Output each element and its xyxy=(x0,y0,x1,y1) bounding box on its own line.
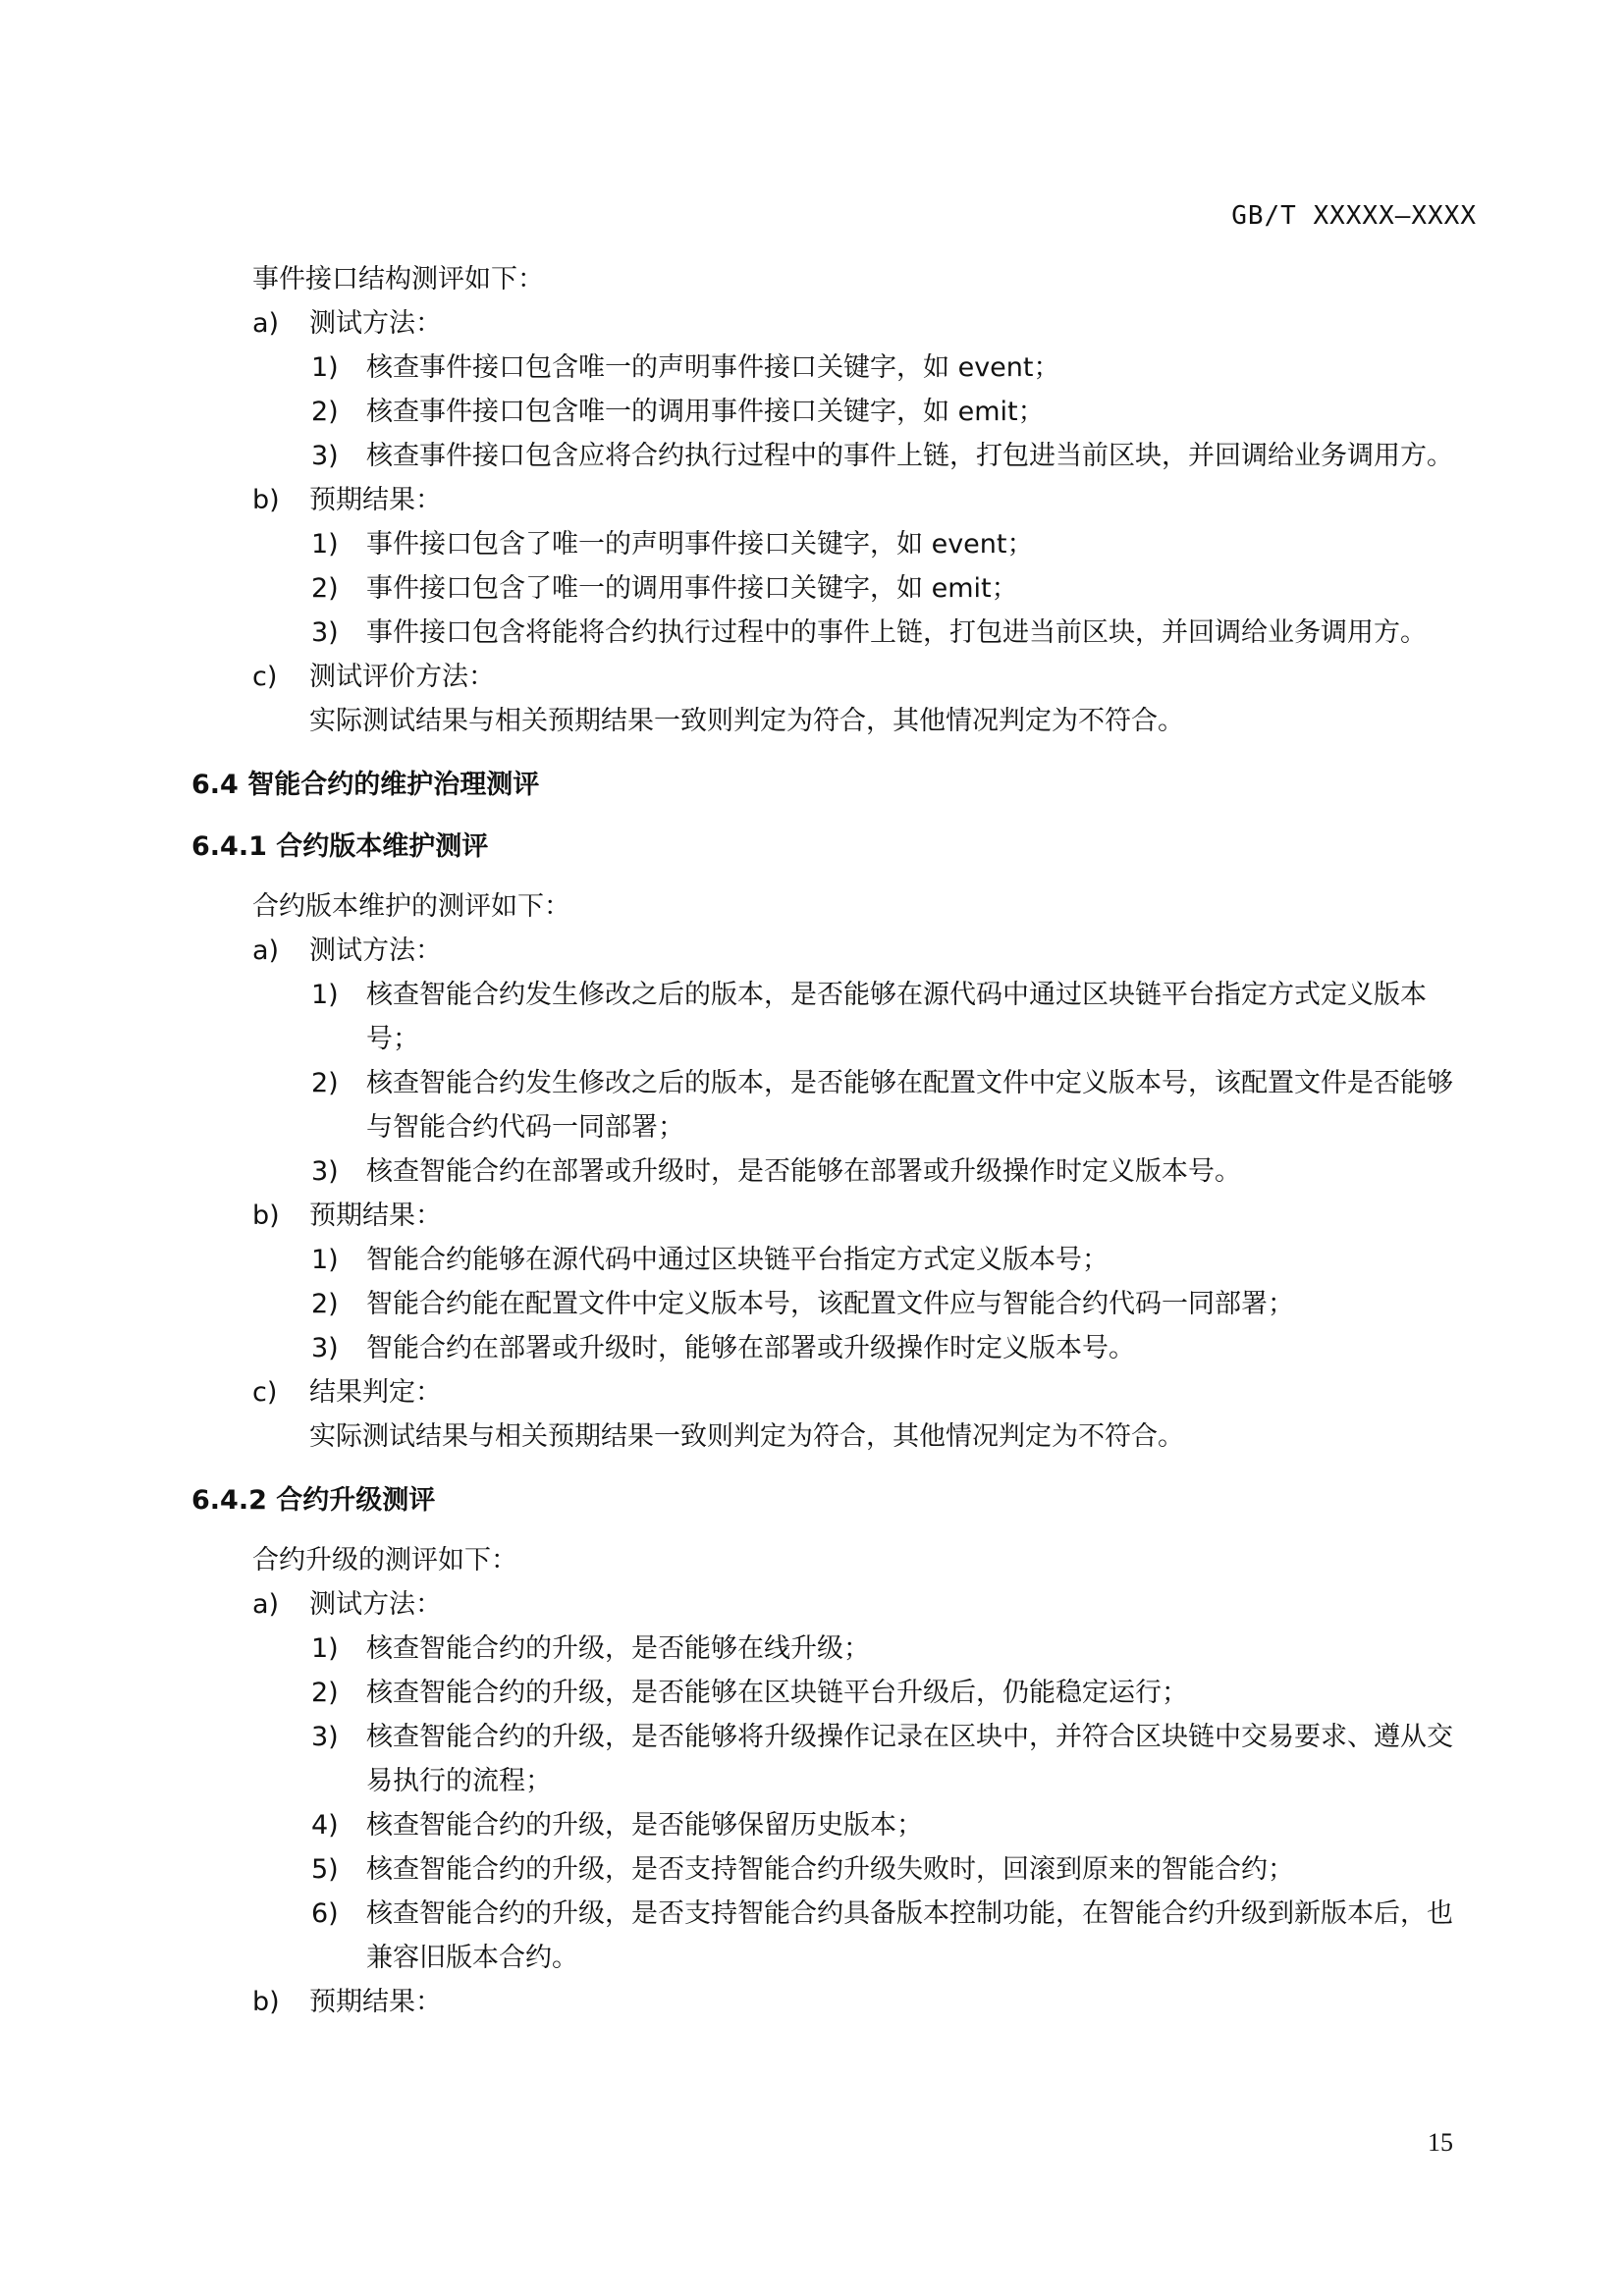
item-title: 结果判定： xyxy=(309,1377,442,1408)
section-intro: 合约升级的测评如下： xyxy=(252,1545,517,1575)
sub-item xyxy=(191,390,1478,434)
sub-item xyxy=(191,1715,1478,1803)
sub-item-label: 2) xyxy=(311,1289,339,1319)
sub-item xyxy=(191,522,1478,566)
sub-item-label: 2) xyxy=(311,397,339,427)
sub-item-text: 智能合约在部署或升级时，能够在部署或升级操作时定义版本号。 xyxy=(366,1333,1135,1363)
sub-item-text: 核查智能合约的升级，是否能够在区块链平台升级后，仍能稳定运行； xyxy=(366,1678,1188,1708)
item-label: b) xyxy=(252,485,280,515)
sub-item-text: 核查智能合约发生修改之后的版本，是否能够在源代码中通过区块链平台指定方式定义版本号； xyxy=(366,980,1427,1054)
sub-item-label: 2) xyxy=(311,1068,339,1098)
sub-item-label: 2) xyxy=(311,1678,339,1708)
sub-item-label: 1) xyxy=(311,352,339,383)
item-label: c) xyxy=(252,1377,278,1408)
judgment-text: 实际测试结果与相关预期结果一致则判定为符合，其他情况判定为不符合。 xyxy=(309,1421,1184,1452)
sub-item xyxy=(191,611,1478,655)
section-heading-6-4: 6.4 智能合约的维护治理测评 xyxy=(191,770,540,800)
item-label: b) xyxy=(252,1987,280,2017)
block-intro: 事件接口结构测评如下： xyxy=(252,264,544,294)
section-6-4-2 xyxy=(191,1478,1478,2024)
item-title: 预期结果： xyxy=(309,1987,442,2017)
section-intro: 合约版本维护的测评如下： xyxy=(252,891,570,922)
sub-item xyxy=(191,346,1478,390)
sub-item-label: 5) xyxy=(311,1854,339,1885)
sub-item-text: 智能合约能在配置文件中定义版本号，该配置文件应与智能合约代码一同部署； xyxy=(366,1289,1294,1319)
sub-item-text: 事件接口包含了唯一的调用事件接口关键字，如 emit； xyxy=(366,573,1018,604)
sub-item-text: 智能合约能够在源代码中通过区块链平台指定方式定义版本号； xyxy=(366,1245,1109,1275)
item-label: b) xyxy=(252,1201,280,1231)
standard-code-header: GB/T XXXXX—XXXX xyxy=(1231,201,1477,231)
sub-item-text: 核查智能合约的升级，是否能够将升级操作记录在区块中，并符合区块链中交易要求、遵从交易执行的流程； xyxy=(366,1722,1453,1796)
sub-item-label: 1) xyxy=(311,529,339,560)
item-title: 测试评价方法： xyxy=(309,662,495,692)
sub-item xyxy=(191,1671,1478,1715)
sub-item xyxy=(191,1282,1478,1326)
sub-item xyxy=(191,1149,1478,1194)
sub-item-label: 2) xyxy=(311,573,339,604)
sub-item-label: 1) xyxy=(311,980,339,1010)
sub-item xyxy=(191,1326,1478,1370)
list-item-b xyxy=(191,1194,1478,1238)
item-title: 测试方法： xyxy=(309,308,442,339)
sub-item-text: 事件接口包含将能将合约执行过程中的事件上链，打包进当前区块，并回调给业务调用方。 xyxy=(366,617,1427,648)
event-interface-block xyxy=(191,257,1478,743)
sub-item-text: 核查智能合约发生修改之后的版本，是否能够在配置文件中定义版本号，该配置文件是否能够与智能合约代码一同部署； xyxy=(366,1068,1453,1143)
item-label: a) xyxy=(252,935,280,966)
item-title: 测试方法： xyxy=(309,1589,442,1620)
sub-item-text: 事件接口包含了唯一的声明事件接口关键字，如 event； xyxy=(366,529,1034,560)
sub-item-label: 3) xyxy=(311,1333,339,1363)
sub-item-label: 3) xyxy=(311,1722,339,1752)
sub-item xyxy=(191,973,1478,1061)
item-label: a) xyxy=(252,308,280,339)
sub-item xyxy=(191,1627,1478,1671)
page-content xyxy=(191,257,1478,2044)
sub-item-label: 1) xyxy=(311,1245,339,1275)
sub-item-text: 核查事件接口包含应将合约执行过程中的事件上链，打包进当前区块，并回调给业务调用方。 xyxy=(366,441,1453,471)
section-6-4-1 xyxy=(191,825,1478,1459)
sub-item-text: 核查智能合约的升级，是否支持智能合约具备版本控制功能，在智能合约升级到新版本后，也兼容旧版本合约。 xyxy=(366,1898,1453,1973)
evaluation-text: 实际测试结果与相关预期结果一致则判定为符合，其他情况判定为不符合。 xyxy=(309,706,1184,736)
page-number: 15 xyxy=(1428,2128,1453,2157)
item-title: 测试方法： xyxy=(309,935,442,966)
sub-item-text: 核查智能合约的升级，是否能够保留历史版本； xyxy=(366,1810,923,1841)
sub-item-label: 4) xyxy=(311,1810,339,1841)
sub-item-label: 3) xyxy=(311,441,339,471)
sub-item-label: 6) xyxy=(311,1898,339,1929)
list-item-c xyxy=(191,655,1478,699)
sub-item xyxy=(191,1892,1478,1980)
item-label: c) xyxy=(252,662,278,692)
list-item-a xyxy=(191,301,1478,346)
sub-item-text: 核查事件接口包含唯一的调用事件接口关键字，如 emit； xyxy=(366,397,1045,427)
sub-item-label: 3) xyxy=(311,617,339,648)
sub-item xyxy=(191,1061,1478,1149)
sub-item xyxy=(191,1803,1478,1847)
item-title: 预期结果： xyxy=(309,485,442,515)
list-item-b xyxy=(191,478,1478,522)
section-heading-6-4-2: 6.4.2 合约升级测评 xyxy=(191,1485,436,1516)
sub-item-text: 核查智能合约的升级，是否能够在线升级； xyxy=(366,1633,870,1664)
section-heading-6-4-1: 6.4.1 合约版本维护测评 xyxy=(191,831,489,862)
list-item-b xyxy=(191,1980,1478,2024)
sub-item xyxy=(191,434,1478,478)
item-title: 预期结果： xyxy=(309,1201,442,1231)
sub-item xyxy=(191,1238,1478,1282)
sub-item-label: 1) xyxy=(311,1633,339,1664)
list-item-a xyxy=(191,1582,1478,1627)
sub-item xyxy=(191,566,1478,611)
sub-item xyxy=(191,1847,1478,1892)
sub-item-label: 3) xyxy=(311,1156,339,1187)
list-item-c xyxy=(191,1370,1478,1415)
sub-item-text: 核查事件接口包含唯一的声明事件接口关键字，如 event； xyxy=(366,352,1060,383)
item-label: a) xyxy=(252,1589,280,1620)
sub-item-text: 核查智能合约在部署或升级时，是否能够在部署或升级操作时定义版本号。 xyxy=(366,1156,1241,1187)
sub-item-text: 核查智能合约的升级，是否支持智能合约升级失败时，回滚到原来的智能合约； xyxy=(366,1854,1294,1885)
list-item-a xyxy=(191,929,1478,973)
